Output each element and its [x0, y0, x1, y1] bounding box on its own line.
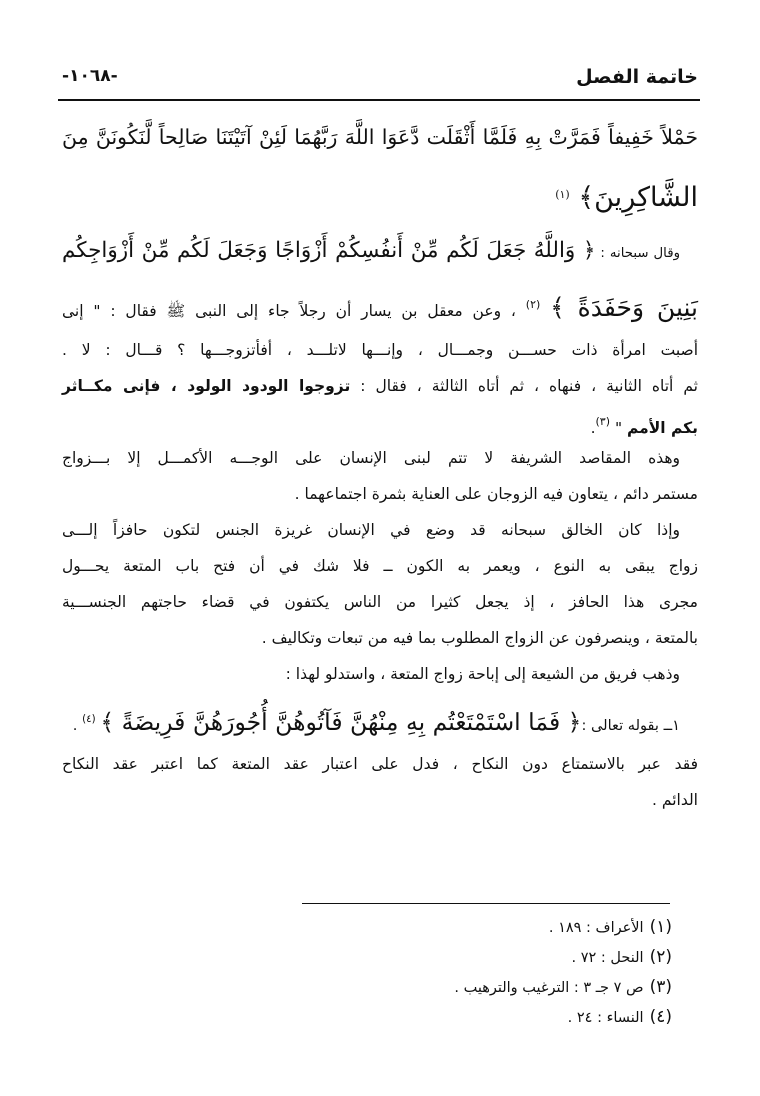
text-line: بَنِينَ وَحَفَدَةً ﴾ $^{(٢)}$ ، وعن معقل بن يسار أن رجلاً جاء إلى النبى ﷺ فقال : " إنى	[62, 293, 698, 322]
verse-line: الشَّاكِرِينَ﴾ $^{(١)}$	[555, 182, 698, 213]
text-line: وإذا كان الخالق سبحانه قد وضع في الإنسان غريزة الجنس لتكون حافزاً إلـــى	[62, 521, 680, 539]
footnotes	[272, 912, 672, 1032]
footnote: (٢)النحل : ٧٢ .	[571, 947, 672, 967]
page-header	[60, 62, 698, 98]
text-line: مجرى هذا الحافز ، إذ يجعل كثيرا من الناس يكتفون في قضاء حاجتهم الجنســـية	[62, 593, 698, 611]
verse-line: ١ــ بقوله تعالى :﴿ فَمَا اسْتَمْتَعْتُم بِهِ مِنْهُنَّ فَآتُوهُنَّ أُجُورَهُنَّ فَرِيضَةً ﴾ $^{(٤)}$ .	[72, 708, 680, 736]
verse-line: وقال سبحانه : ﴿ وَاللَّهُ جَعَلَ لَكُم مِّنْ أَنفُسِكُمْ أَزْوَاجًا وَجَعَلَ لَكُم مِّنْ أَزْوَاجِكُم	[62, 238, 680, 263]
footnote-ref: (٤)	[82, 713, 96, 725]
footnote-ref: (٣)	[595, 415, 611, 428]
text-line: الدائم .	[652, 791, 698, 809]
footnote-ref: (٢)	[525, 298, 541, 311]
page-number: -١٠٦٨-	[62, 66, 118, 86]
text-line: وهذه المقاصد الشريفة لا تتم لبنى الإنسان على الوجـــه الأكمـــل إلا بـــزواج	[62, 449, 680, 467]
text-line: فقد عبر بالاستمتاع دون النكاح ، فدل على اعتبار عقد المتعة كما اعتبر عقد النكاح	[62, 755, 698, 773]
footnote: (٤)النساء : ٢٤ .	[567, 1007, 672, 1027]
footnote-divider	[302, 903, 670, 904]
chapter-title: خاتمة الفصل	[576, 66, 698, 88]
footnote: (١)الأعراف : ١٨٩ .	[548, 917, 672, 937]
footnote-ref: (١)	[555, 188, 570, 201]
body-text	[62, 108, 698, 818]
text-line: بالمتعة ، وينصرفون عن الزواج المطلوب بما فيه من تبعات وتكاليف .	[261, 629, 698, 647]
text-line: مستمر دائم ، يتعاون فيه الزوجان على العناية بثمرة اجتماعهما .	[294, 485, 698, 503]
text-line: أصبت امرأة ذات حســـن وجمـــال ، وإنـــها لاتلـــد ، أفأتزوجـــها ؟ قـــال : لا .	[62, 341, 698, 359]
text-line: وذهب فريق من الشيعة إلى إباحة زواج المتعة ، واستدلو لهذا :	[285, 665, 680, 683]
verse-line: حَمْلاً خَفِيفاً فَمَرَّتْ بِهِ فَلَمَّا أَثْقَلَت دَّعَوَا اللَّهَ رَبَّهُمَا لَئِنْ آتَيْتَنَا صَالِحاً لَّنَكُونَنَّ مِنَ	[62, 125, 698, 149]
text-line: زواج يبقى به النوع ، ويعمر به الكون ــ فلا شك في أن فتح باب المتعة يحـــول	[62, 557, 698, 575]
text-line: ثم أتاه الثانية ، فنهاه ، ثم أتاه الثالثة ، فقال : تزوجوا الودود الولود ، فإنى مكــاثر	[62, 377, 698, 395]
text-line: بكم الأمم " $^{(٣)}$.	[590, 415, 698, 437]
header-divider	[58, 99, 700, 101]
footnote: (٣)ص ٧ جـ ٣ : الترغيب والترهيب .	[454, 977, 672, 997]
